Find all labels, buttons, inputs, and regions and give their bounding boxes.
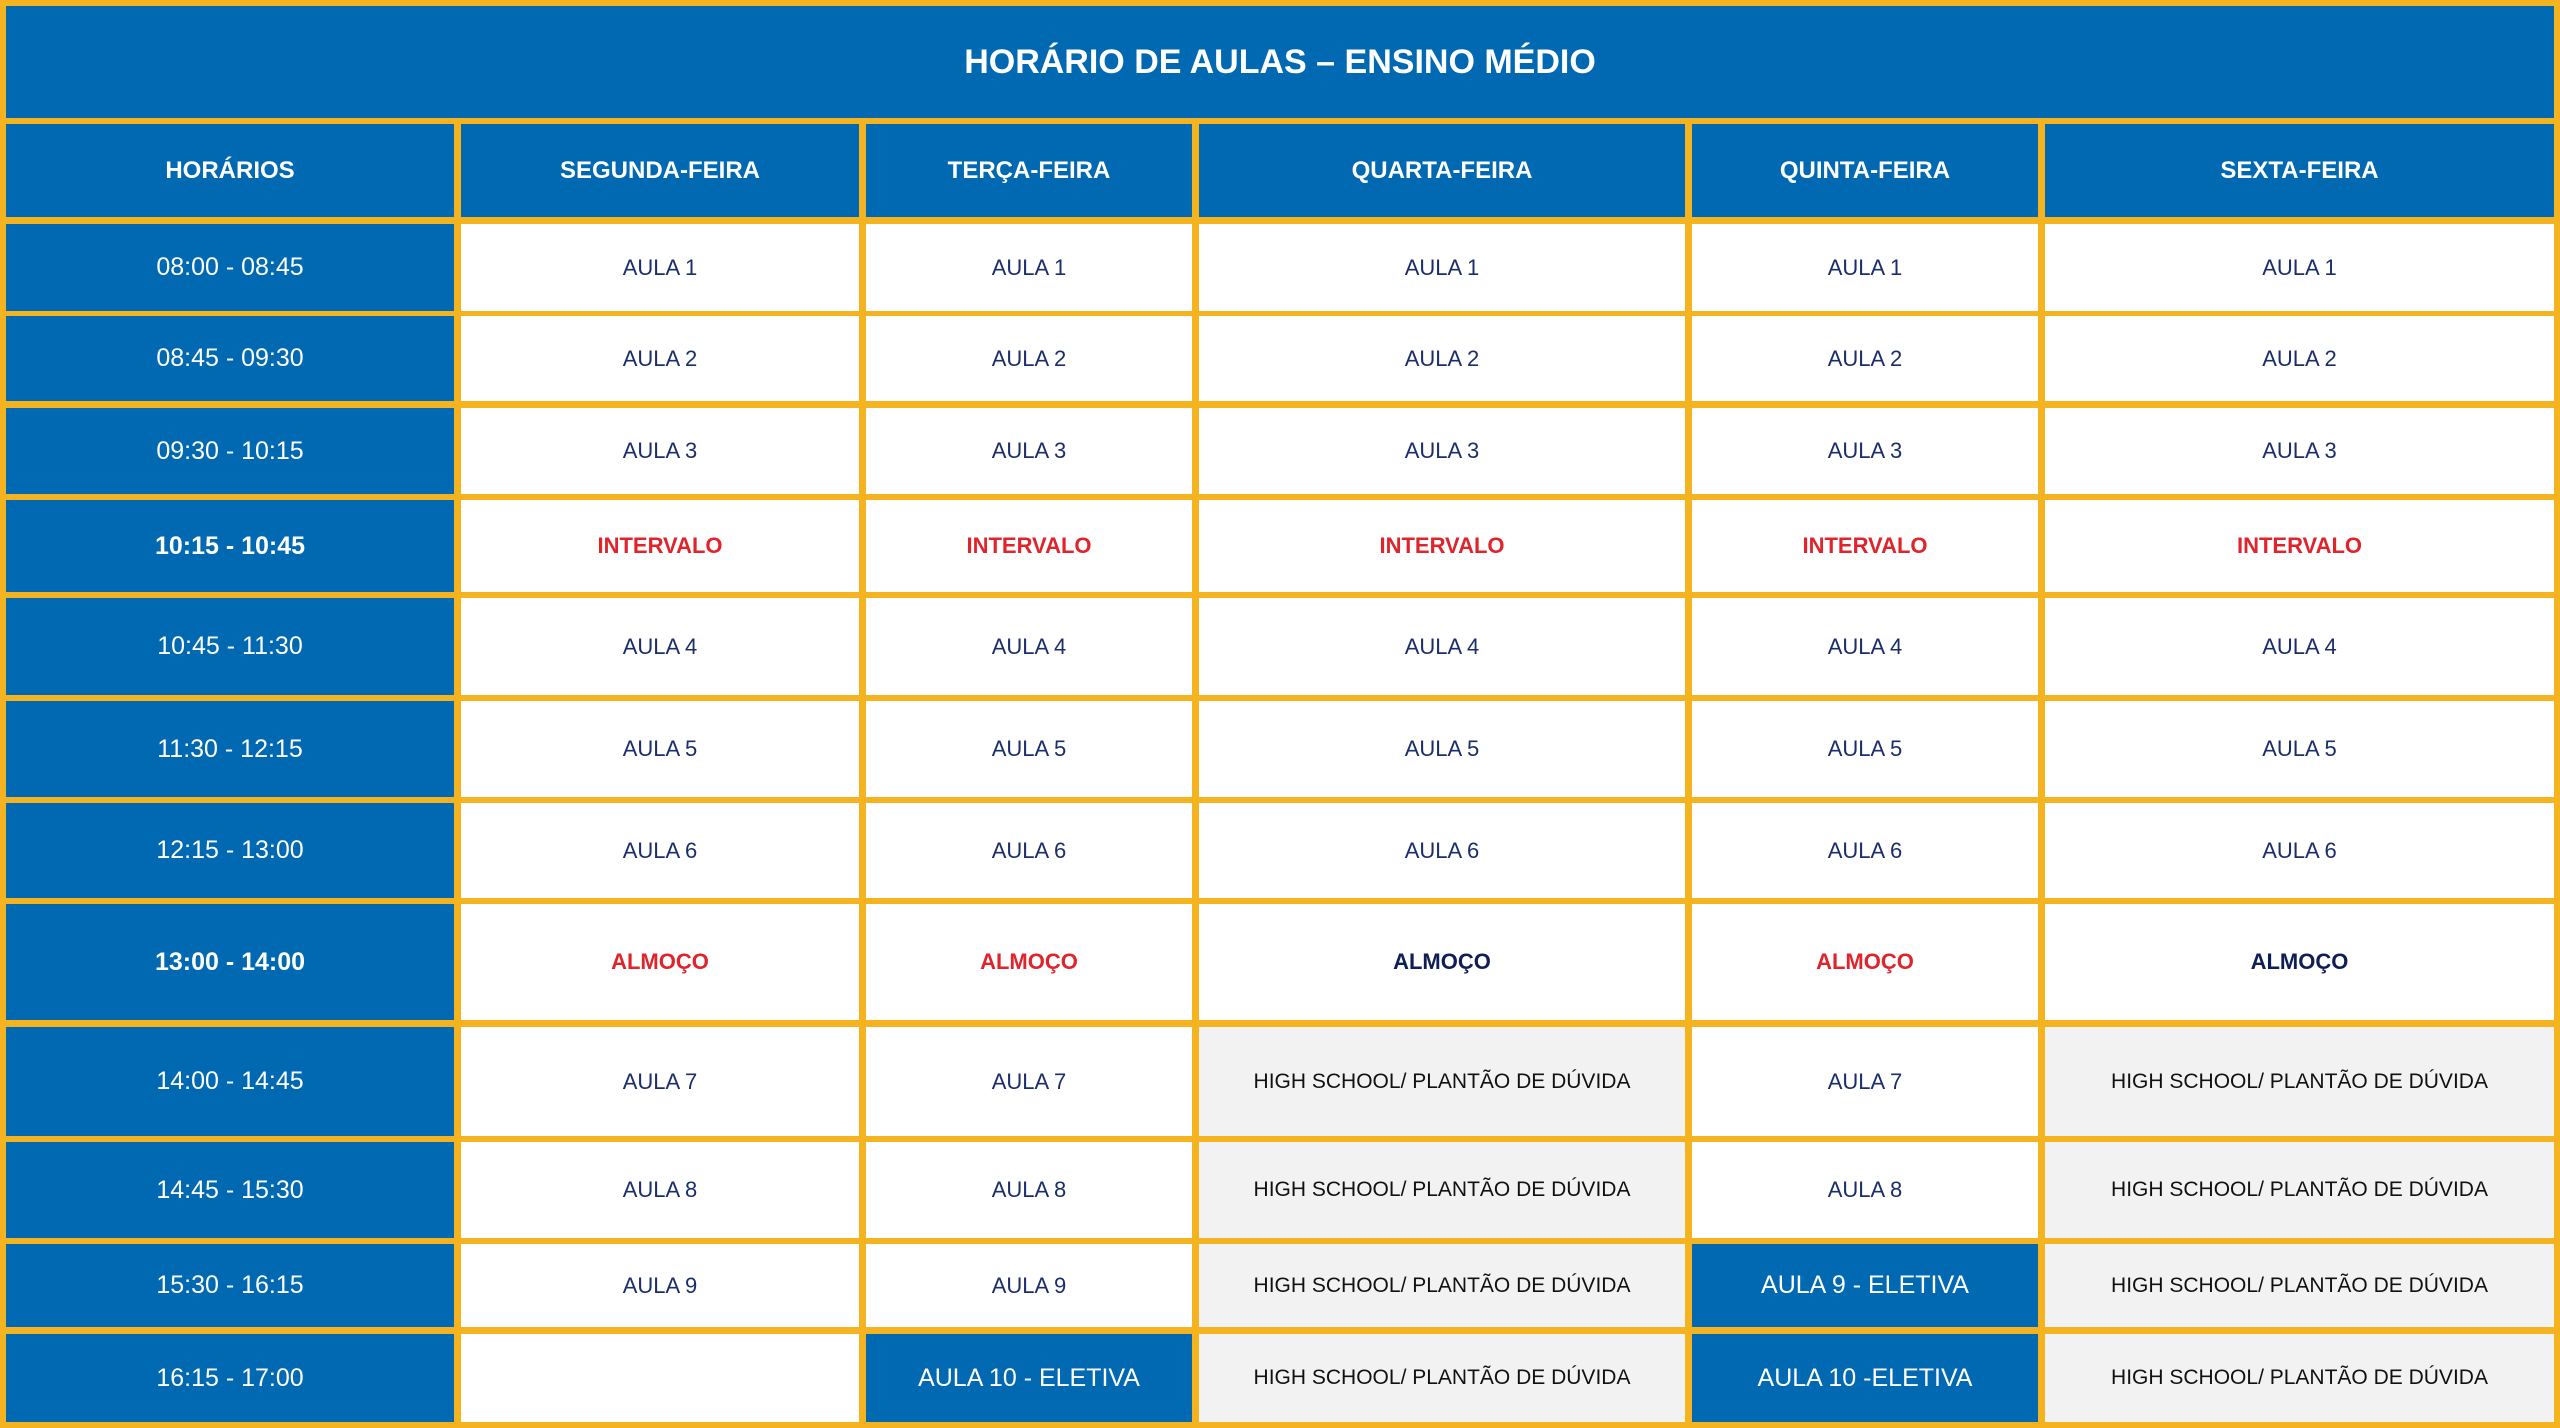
schedule-cell-quarta: AULA 3 [1199, 408, 1685, 494]
schedule-cell-segunda: AULA 4 [461, 598, 859, 695]
schedule-cell-sexta: AULA 2 [2045, 316, 2554, 401]
schedule-cell-segunda: AULA 3 [461, 408, 859, 494]
schedule-cell-quarta: HIGH SCHOOL/ PLANTÃO DE DÚVIDA [1199, 1244, 1685, 1327]
schedule-cell-quinta: ALMOÇO [1692, 904, 2038, 1020]
schedule-cell-quarta: AULA 5 [1199, 701, 1685, 797]
schedule-cell-sexta: HIGH SCHOOL/ PLANTÃO DE DÚVIDA [2045, 1142, 2554, 1238]
schedule-cell-sexta: HIGH SCHOOL/ PLANTÃO DE DÚVIDA [2045, 1027, 2554, 1136]
column-header-horarios: HORÁRIOS [6, 124, 454, 217]
schedule-cell-terca: AULA 8 [866, 1142, 1192, 1238]
column-header-sexta: SEXTA-FEIRA [2045, 124, 2554, 217]
schedule-cell-sexta: AULA 3 [2045, 408, 2554, 494]
schedule-cell-terca: ALMOÇO [866, 904, 1192, 1020]
time-slot-cell: 14:00 - 14:45 [6, 1027, 454, 1136]
schedule-cell-sexta: ALMOÇO [2045, 904, 2554, 1020]
schedule-cell-terca: AULA 2 [866, 316, 1192, 401]
schedule-cell-terca: AULA 5 [866, 701, 1192, 797]
schedule-cell-quarta: AULA 6 [1199, 803, 1685, 898]
time-slot-cell: 11:30 - 12:15 [6, 701, 454, 797]
schedule-cell-segunda: AULA 8 [461, 1142, 859, 1238]
schedule-cell-quinta: AULA 2 [1692, 316, 2038, 401]
schedule-cell-terca: AULA 9 [866, 1244, 1192, 1327]
schedule-cell-sexta: AULA 6 [2045, 803, 2554, 898]
schedule-cell-quinta: AULA 3 [1692, 408, 2038, 494]
schedule-cell-sexta: AULA 4 [2045, 598, 2554, 695]
time-slot-cell: 12:15 - 13:00 [6, 803, 454, 898]
column-header-segunda: SEGUNDA-FEIRA [461, 124, 859, 217]
schedule-cell-segunda: AULA 1 [461, 224, 859, 311]
schedule-cell-segunda: AULA 7 [461, 1027, 859, 1136]
schedule-cell-terca: AULA 7 [866, 1027, 1192, 1136]
schedule-cell-sexta: HIGH SCHOOL/ PLANTÃO DE DÚVIDA [2045, 1244, 2554, 1327]
schedule-cell-quarta: ALMOÇO [1199, 904, 1685, 1020]
column-header-quarta: QUARTA-FEIRA [1199, 124, 1685, 217]
schedule-cell-sexta: AULA 1 [2045, 224, 2554, 311]
page-title: HORÁRIO DE AULAS – ENSINO MÉDIO [6, 6, 2554, 118]
schedule-cell-quinta: AULA 6 [1692, 803, 2038, 898]
schedule-cell-terca: AULA 3 [866, 408, 1192, 494]
empty-cell [461, 1334, 859, 1422]
schedule-cell-quarta: AULA 4 [1199, 598, 1685, 695]
schedule-cell-quarta: HIGH SCHOOL/ PLANTÃO DE DÚVIDA [1199, 1027, 1685, 1136]
schedule-cell-quinta: AULA 10 -ELETIVA [1692, 1334, 2038, 1422]
column-header-terca: TERÇA-FEIRA [866, 124, 1192, 217]
schedule-cell-segunda: AULA 5 [461, 701, 859, 797]
schedule-cell-sexta: AULA 5 [2045, 701, 2554, 797]
schedule-cell-sexta: HIGH SCHOOL/ PLANTÃO DE DÚVIDA [2045, 1334, 2554, 1422]
schedule-cell-quinta: AULA 7 [1692, 1027, 2038, 1136]
column-header-quinta: QUINTA-FEIRA [1692, 124, 2038, 217]
time-slot-cell: 16:15 - 17:00 [6, 1334, 454, 1422]
schedule-cell-terca: AULA 6 [866, 803, 1192, 898]
schedule-cell-quarta: AULA 1 [1199, 224, 1685, 311]
schedule-cell-quinta: AULA 4 [1692, 598, 2038, 695]
schedule-cell-terca: AULA 4 [866, 598, 1192, 695]
time-slot-cell: 10:45 - 11:30 [6, 598, 454, 695]
schedule-cell-quinta: AULA 9 - ELETIVA [1692, 1244, 2038, 1327]
schedule-cell-quinta: AULA 8 [1692, 1142, 2038, 1238]
schedule-cell-quarta: HIGH SCHOOL/ PLANTÃO DE DÚVIDA [1199, 1334, 1685, 1422]
schedule-cell-segunda: AULA 2 [461, 316, 859, 401]
schedule-cell-segunda: AULA 9 [461, 1244, 859, 1327]
schedule-cell-terca: AULA 1 [866, 224, 1192, 311]
time-slot-cell: 15:30 - 16:15 [6, 1244, 454, 1327]
schedule-cell-terca: INTERVALO [866, 500, 1192, 592]
time-slot-cell: 14:45 - 15:30 [6, 1142, 454, 1238]
time-slot-cell: 08:00 - 08:45 [6, 224, 454, 311]
schedule-cell-quinta: INTERVALO [1692, 500, 2038, 592]
schedule-cell-quinta: AULA 5 [1692, 701, 2038, 797]
time-slot-cell: 09:30 - 10:15 [6, 408, 454, 494]
schedule-cell-quarta: AULA 2 [1199, 316, 1685, 401]
schedule-cell-segunda: INTERVALO [461, 500, 859, 592]
time-slot-cell: 10:15 - 10:45 [6, 500, 454, 592]
schedule-cell-segunda: ALMOÇO [461, 904, 859, 1020]
schedule-cell-quinta: AULA 1 [1692, 224, 2038, 311]
schedule-cell-segunda: AULA 6 [461, 803, 859, 898]
schedule-cell-quarta: INTERVALO [1199, 500, 1685, 592]
schedule-cell-sexta: INTERVALO [2045, 500, 2554, 592]
schedule-cell-terca: AULA 10 - ELETIVA [866, 1334, 1192, 1422]
time-slot-cell: 13:00 - 14:00 [6, 904, 454, 1020]
schedule-cell-quarta: HIGH SCHOOL/ PLANTÃO DE DÚVIDA [1199, 1142, 1685, 1238]
time-slot-cell: 08:45 - 09:30 [6, 316, 454, 401]
